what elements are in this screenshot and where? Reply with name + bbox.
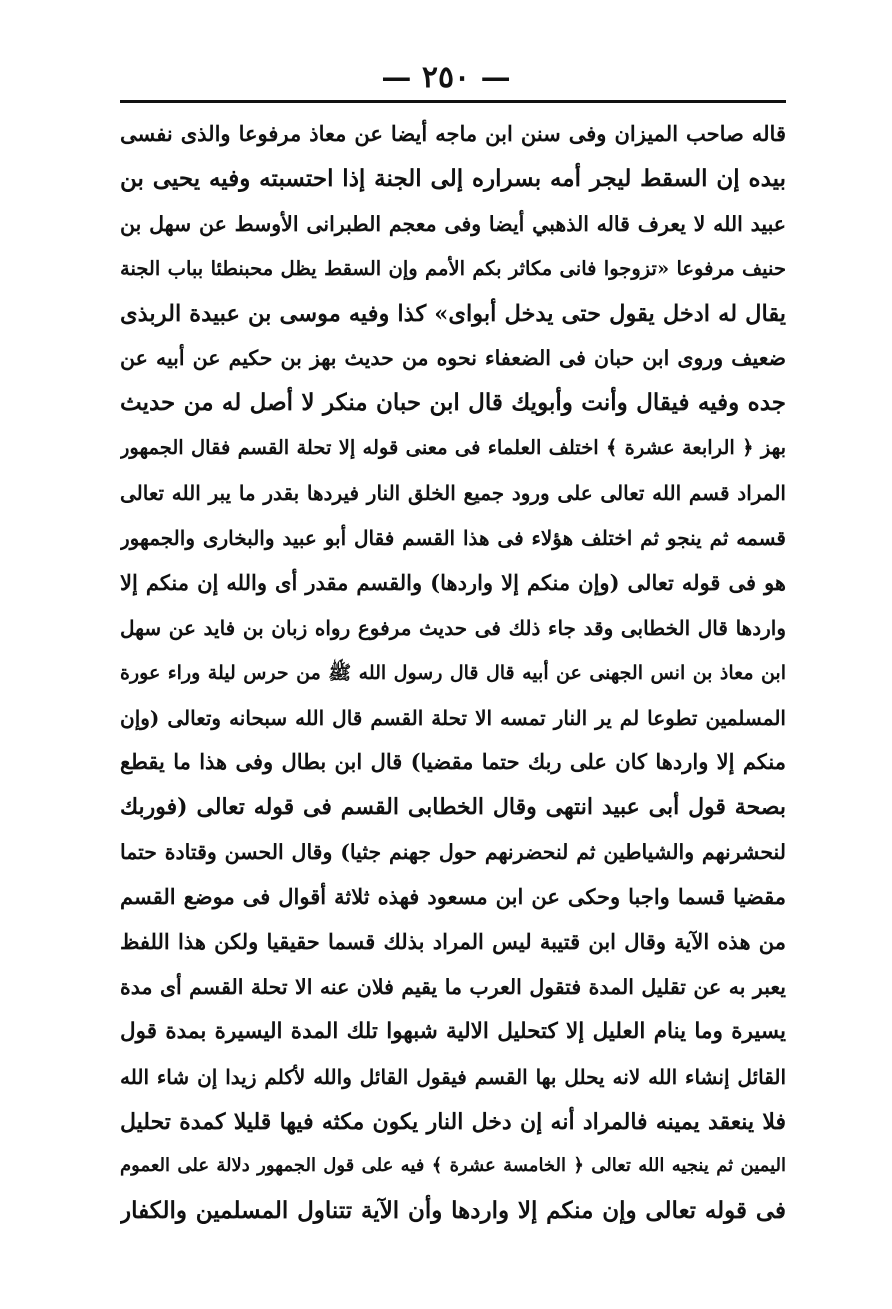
text-line: المراد قسم الله تعالى على ورود جميع الخلق النار فيردها بقدر ما يبر الله تعالى	[120, 481, 786, 506]
text-line: القائل إنشاء الله لانه يحلل بها القسم فيقول القائل والله لأكلم زيدا إن شاء الله	[120, 1064, 786, 1089]
text-line: بيده إن السقط ليجر أمه بسراره إلى الجنة إذا احتسبته وفيه يحيى بن	[120, 164, 786, 192]
text-line: ابن معاذ بن انس الجهنى عن أبيه قال قال رسول الله ﷺ من حرس ليلة وراء عورة	[120, 661, 786, 684]
text-line: يعبر به عن تقليل المدة فتقول العرب ما يقيم فلان عنه الا تحلة القسم أى مدة	[120, 974, 786, 999]
text-line: يقال له ادخل يقول حتى يدخل أبواى» كذا وفيه موسى بن عبيدة الربذى	[120, 300, 786, 327]
text-line: ضعيف وروى ابن حبان فى الضعفاء نحوه من حديث بهز بن حكيم عن أبيه عن	[120, 346, 786, 371]
text-line: اليمين ثم ينجيه الله تعالى ﴿ الخامسة عشرة ﴾ فيه على قول الجمهور دلالة على العموم	[120, 1155, 786, 1177]
text-line: قاله صاحب الميزان وفى سنن ابن ماجه أيضا عن معاذ مرفوعا والذى نفسى	[120, 121, 786, 146]
text-line: مقضيا قسما واجبا وحكى عن ابن مسعود فهذه ثلاثة أقوال فى موضع القسم	[120, 884, 786, 910]
text-line: قسمه ثم ينجو ثم اختلف هؤلاء فى هذا القسم فقال أبو عبيد والبخارى والجمهور	[120, 526, 786, 551]
text-line: منكم إلا واردها كان على ربك حتما مقضيا) قال ابن بطال وفى هذا ما يقطع	[120, 749, 786, 775]
text-line: لنحشرنهم والشياطين ثم لنحضرنهم حول جهنم جثيا) وقال الحسن وقتادة حتما	[120, 840, 786, 865]
text-line: بصحة قول أبى عبيد انتهى وقال الخطابى القسم فى قوله تعالى (فوربك	[120, 794, 786, 821]
text-line: عبيد الله لا يعرف قاله الذهبي أيضا وفى معجم الطبرانى الأوسط عن سهل بن	[120, 211, 786, 236]
text-line: المسلمين تطوعا لم ير النار تمسه الا تحلة القسم قال الله سبحانه وتعالى (وإن	[120, 705, 786, 730]
body-text	[120, 112, 786, 1234]
text-line: هو فى قوله تعالى (وإن منكم إلا واردها) والقسم مقدر أى والله إن منكم إلا	[120, 569, 786, 595]
text-line: يسيرة وما ينام العليل إلا كتحليل الالية شبهوا تلك المدة اليسيرة بمدة قول	[120, 1018, 786, 1044]
page-number: — ٢٥٠ —	[381, 60, 511, 95]
text-line: فلا ينعقد يمينه فالمراد أنه إن دخل النار يكون مكثه فيها قليلا كمدة تحليل	[120, 1108, 786, 1135]
header-rule	[120, 100, 786, 103]
text-line: فى قوله تعالى وإن منكم إلا واردها وأن الآية تتناول المسلمين والكفار	[120, 1197, 786, 1225]
text-line: من هذه الآية وقال ابن قتيبة ليس المراد بذلك قسما حقيقيا ولكن هذا اللفظ	[120, 929, 786, 955]
text-line: واردها قال الخطابى وقد جاء ذلك فى حديث مرفوع رواه زبان بن فايد عن سهل	[120, 615, 786, 640]
text-line: حنيف مرفوعا «تزوجوا فانى مكاثر بكم الأمم وإن السقط يظل محبنطئا بباب الجنة	[120, 256, 786, 280]
text-line: جده وفيه فيقال وأنت وأبويك قال ابن حبان منكر لا أصل له من حديث	[120, 389, 786, 417]
text-line: بهز ﴿ الرابعة عشرة ﴾ اختلف العلماء فى معنى قوله إلا تحلة القسم فقال الجمهور	[120, 436, 786, 460]
